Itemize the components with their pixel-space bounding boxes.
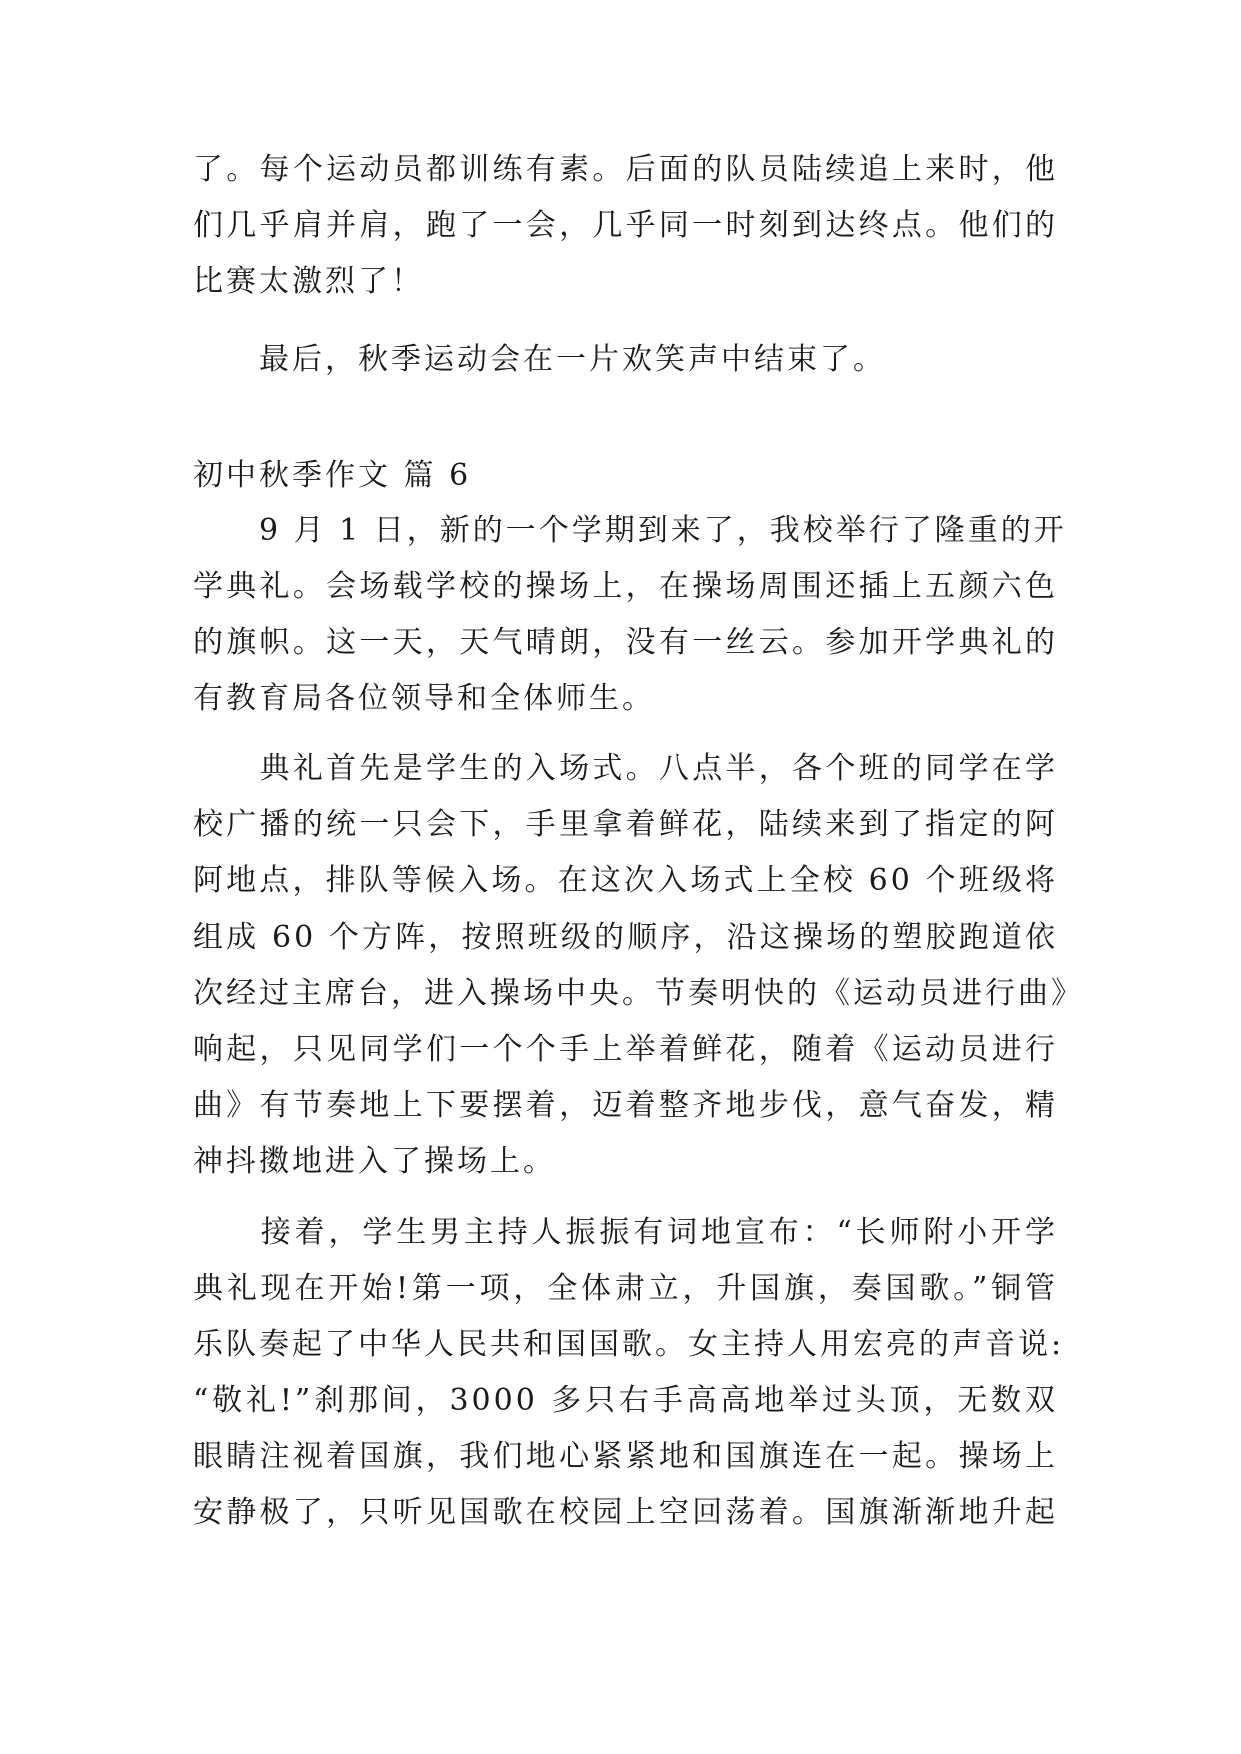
text-line: 阿地点，排队等候入场。在这次入场式上全校 60 个班级将	[193, 863, 1058, 898]
text-line: 典礼首先是学生的入场式。八点半，各个班的同学在学	[193, 751, 1058, 786]
text-line: 响起，只见同学们一个个手上举着鲜花，随着《运动员进行	[193, 1032, 1058, 1067]
text-line: 接着，学生男主持人振振有词地宣布：“长师附小开学	[193, 1215, 1058, 1250]
text-line: 组成 60 个方阵，按照班级的顺序，沿这操场的塑胶跑道依	[193, 920, 1058, 955]
text-line: 神抖擞地进入了操场上。	[193, 1144, 556, 1179]
text-line: 次经过主席台，进入操场中央。节奏明快的《运动员进行曲》	[193, 976, 1084, 1011]
text-line: 安静极了，只听见国歌在校园上空回荡着。国旗渐渐地升起	[193, 1495, 1058, 1530]
text-line: 最后，秋季运动会在一片欢笑声中结束了。	[193, 342, 886, 377]
text-line: 的旗帜。这一天，天气晴朗，没有一丝云。参加开学典礼的	[193, 625, 1058, 660]
text-line: 曲》有节奏地上下要摆着，迈着整齐地步伐，意气奋发，精	[193, 1088, 1058, 1123]
text-line: 学典礼。会场载学校的操场上，在操场周围还插上五颜六色	[193, 569, 1058, 604]
text-line: 校广播的统一只会下，手里拿着鲜花，陆续来到了指定的阿	[193, 807, 1058, 842]
text-line: 们几乎肩并肩，跑了一会，几乎同一时刻到达终点。他们的	[193, 208, 1058, 243]
text-line: 眼睛注视着国旗，我们地心紧紧地和国旗连在一起。操场上	[193, 1439, 1058, 1474]
text-line: 典礼现在开始!第一项，全体肃立，升国旗，奏国歌。”铜管	[193, 1271, 1058, 1306]
text-line: 比赛太激烈了！	[193, 264, 424, 299]
text-line: 有教育局各位领导和全体师生。	[193, 681, 655, 716]
text-line: 乐队奏起了中华人民共和国国歌。女主持人用宏亮的声音说:	[193, 1327, 1065, 1362]
text-line: “敬礼!”刹那间，3000 多只右手高高地举过头顶，无数双	[193, 1383, 1058, 1418]
text-line: 了。每个运动员都训练有素。后面的队员陆续追上来时，他	[193, 152, 1058, 187]
text-line: 9 月 1 日，新的一个学期到来了，我校举行了隆重的开	[193, 513, 1067, 548]
section-heading: 初中秋季作文 篇 6	[193, 458, 472, 493]
